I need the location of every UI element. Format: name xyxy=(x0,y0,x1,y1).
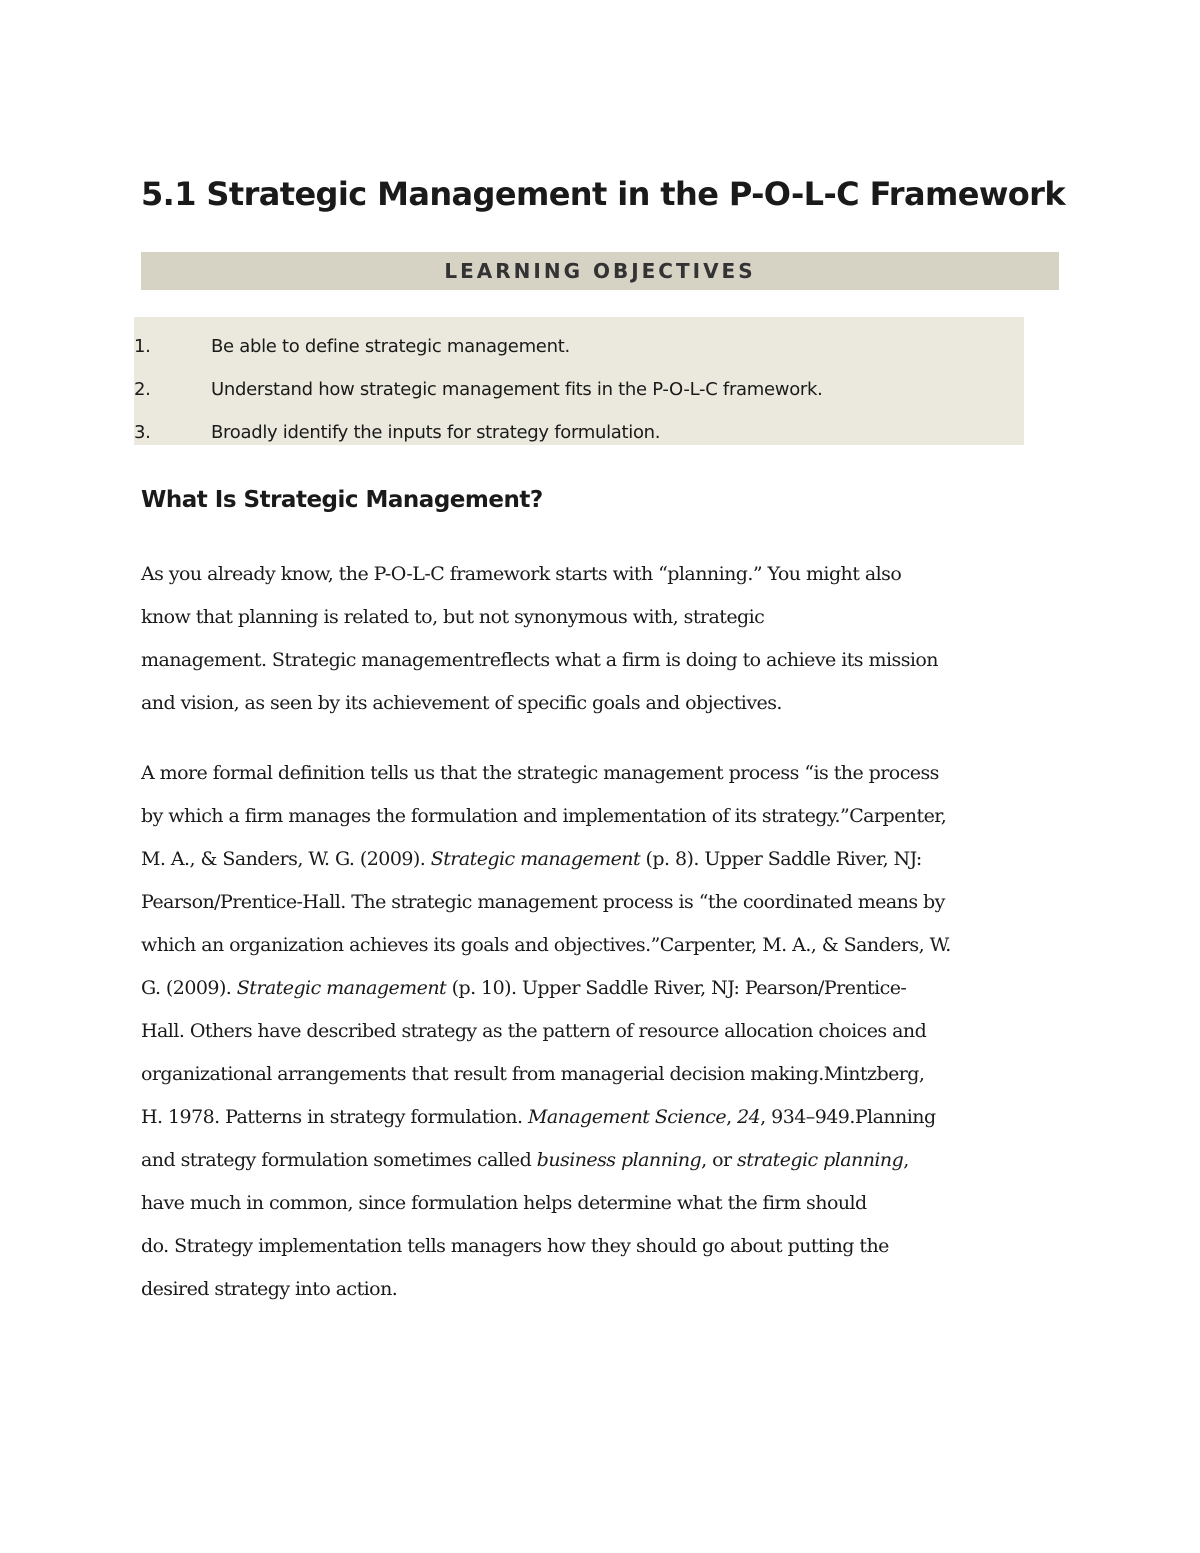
list-item-number: 1. xyxy=(134,336,151,357)
list-item-text: Broadly identify the inputs for strategy formulation. xyxy=(211,422,661,443)
emphasized-term: strategic planning xyxy=(737,1149,904,1171)
paragraph-line: which an organization achieves its goals and objectives.”Carpenter, M. A., & Sanders, W. xyxy=(141,934,951,956)
book-title: Strategic management xyxy=(236,977,447,999)
list-item-number: 3. xyxy=(134,422,151,443)
paragraph-line: As you already know, the P-O-L-C framework starts with “planning.” You might also xyxy=(141,563,902,585)
learning-objectives-list xyxy=(134,325,1024,454)
text-run: M. A., & Sanders, W. G. (2009). xyxy=(141,848,431,870)
text-run: and strategy formulation sometimes called xyxy=(141,1149,537,1171)
list-item-number: 2. xyxy=(134,379,151,400)
list-item xyxy=(134,411,1024,454)
paragraph-line: management. Strategic managementreflects what a firm is doing to achieve its mission xyxy=(141,649,938,671)
journal-volume: 24 xyxy=(737,1106,761,1128)
text-run: , xyxy=(726,1106,738,1128)
list-item xyxy=(134,368,1024,411)
journal-title: Management Science xyxy=(527,1106,727,1128)
text-run: , 934–949.Planning xyxy=(760,1106,936,1128)
emphasized-term: business planning xyxy=(536,1149,702,1171)
section-heading: What Is Strategic Management? xyxy=(141,487,543,513)
text-run: (p. 8). Upper Saddle River, NJ: xyxy=(640,848,922,870)
paragraph-intro xyxy=(141,553,1066,725)
paragraph-line xyxy=(141,1139,1066,1182)
text-run: (p. 10). Upper Saddle River, NJ: Pearson/Prentice- xyxy=(446,977,907,999)
paragraph-definition xyxy=(141,752,1066,1311)
paragraph-line: do. Strategy implementation tells managers how they should go about putting the xyxy=(141,1235,889,1257)
paragraph-line xyxy=(141,967,1066,1010)
list-item xyxy=(134,325,1024,368)
paragraph-line: by which a firm manages the formulation and implementation of its strategy.”Carpenter, xyxy=(141,805,947,827)
list-item-text: Understand how strategic management fits in the P-O-L-C framework. xyxy=(211,379,823,400)
paragraph-line: Pearson/Prentice-Hall. The strategic management process is “the coordinated means by xyxy=(141,891,945,913)
learning-objectives-header: LEARNING OBJECTIVES xyxy=(141,252,1059,290)
paragraph-line xyxy=(141,838,1066,881)
book-title: Strategic management xyxy=(430,848,641,870)
paragraph-line xyxy=(141,1096,1066,1139)
paragraph-line: organizational arrangements that result from managerial decision making.Mintzberg, xyxy=(141,1063,925,1085)
learning-objectives-box xyxy=(134,317,1024,445)
paragraph-line: A more formal definition tells us that the strategic management process “is the process xyxy=(141,762,939,784)
text-run: H. 1978. Patterns in strategy formulation. xyxy=(141,1106,528,1128)
paragraph-line: Hall. Others have described strategy as the pattern of resource allocation choices and xyxy=(141,1020,927,1042)
page-title: 5.1 Strategic Management in the P-O-L-C Framework xyxy=(141,175,1066,213)
text-run: G. (2009). xyxy=(141,977,237,999)
text-run: , or xyxy=(701,1149,738,1171)
paragraph-line: desired strategy into action. xyxy=(141,1278,398,1300)
paragraph-line: know that planning is related to, but not synonymous with, strategic xyxy=(141,606,765,628)
paragraph-line: and vision, as seen by its achievement of specific goals and objectives. xyxy=(141,692,782,714)
list-item-text: Be able to define strategic management. xyxy=(211,336,570,357)
paragraph-line: have much in common, since formulation helps determine what the firm should xyxy=(141,1192,867,1214)
text-run: , xyxy=(903,1149,909,1171)
